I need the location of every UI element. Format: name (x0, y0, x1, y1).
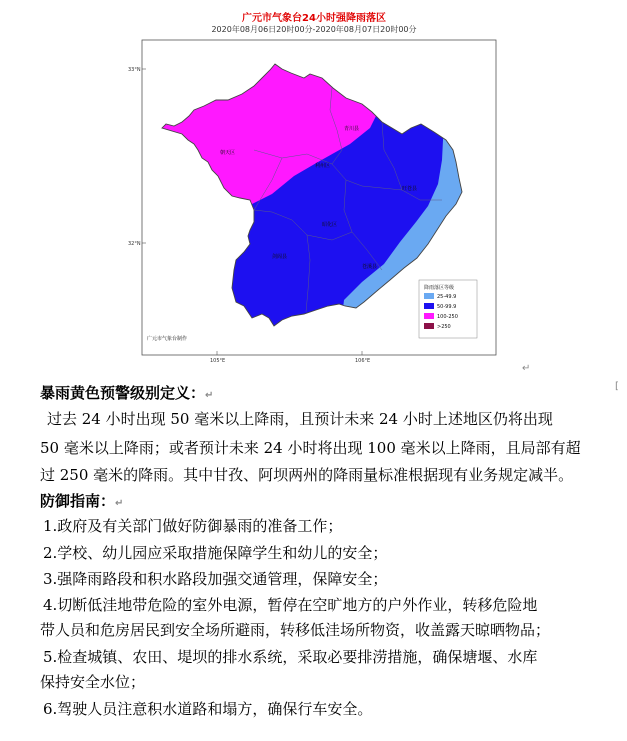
definition-line: 过 250 毫米的降雨。其中甘孜、阿坝两州的降雨量标准根据现有业务规定减半。 (40, 466, 574, 484)
place-label: 昭化区 (322, 222, 338, 228)
guide-item: 1.政府及有关部门做好防御暴雨的准备工作； (43, 517, 343, 535)
guide-item: 6.驾驶人员注意积水道路和塌方，确保行车安全。 (43, 700, 373, 718)
map-title: 广元市气象台24小时强降雨落区 (242, 13, 386, 24)
guide-item: 5.检查城镇、农田、堤坝的排水系统，采取必要排涝措施，确保塘堰、水库 (43, 648, 538, 666)
lon-label-106: 106°E (355, 358, 371, 364)
paragraph-mark-icon: ↵ (205, 390, 214, 401)
rainfall-map-figure (128, 0, 496, 364)
lon-label-105: 105°E (210, 358, 226, 364)
legend-swatch (424, 303, 434, 309)
definition-heading: 暴雨黄色预警级别定义：↵ (40, 384, 214, 402)
guide-item: 2.学校、幼儿园应采取措施保障学生和幼儿的安全； (43, 544, 388, 562)
guide-item: 带人员和危房居民到安全场所避雨，转移低洼场所物资，收盖露天晾晒物品； (40, 621, 551, 639)
place-label: 利州区 (315, 163, 331, 169)
lat-label-33: 33°N (128, 67, 141, 73)
legend-label: 100-250 (437, 314, 458, 320)
definition-line: 过去 24 小时出现 50 毫米以上降雨，且预计未来 24 小时上述地区仍将出现 (47, 410, 553, 428)
legend-swatch (424, 293, 434, 299)
legend-title: 降雨落区等级 (424, 285, 455, 291)
map-credit: 广元市气象台制作 (147, 336, 188, 342)
place-label: 青川县 (344, 126, 360, 132)
lat-label-32: 32°N (128, 241, 141, 247)
map-subtitle: 2020年08月06日20时00分-2020年08月07日20时00分 (211, 25, 417, 34)
guide-item: 3.强降雨路段和积水路段加强交通管理，保障安全； (43, 570, 388, 588)
legend-swatch (424, 323, 434, 329)
legend-label: 50-99.9 (437, 304, 457, 310)
definition-line: 50 毫米以上降雨；或者预计未来 24 小时将出现 100 毫米以上降雨，且局部有超 (40, 439, 581, 457)
place-label: 苍溪县 (362, 264, 378, 270)
place-label: 朝天区 (220, 150, 236, 156)
legend-label: >250 (437, 324, 451, 330)
legend-swatch (424, 313, 434, 319)
guide-heading: 防御指南：↵ (40, 492, 124, 510)
legend-label: 25-49.9 (437, 294, 457, 300)
guide-item: 保持安全水位； (40, 673, 146, 691)
map-legend (419, 280, 477, 338)
place-label: 旺苍县 (402, 186, 418, 192)
paragraph-mark-icon: ↵ (522, 363, 531, 374)
text-bracket-mark: [ (615, 381, 619, 392)
place-label: 剑阁县 (272, 254, 288, 260)
guide-item: 4.切断低洼地带危险的室外电源，暂停在空旷地方的户外作业，转移危险地 (43, 596, 538, 614)
rainfall-map (128, 0, 496, 364)
paragraph-mark-icon: ↵ (115, 498, 124, 509)
